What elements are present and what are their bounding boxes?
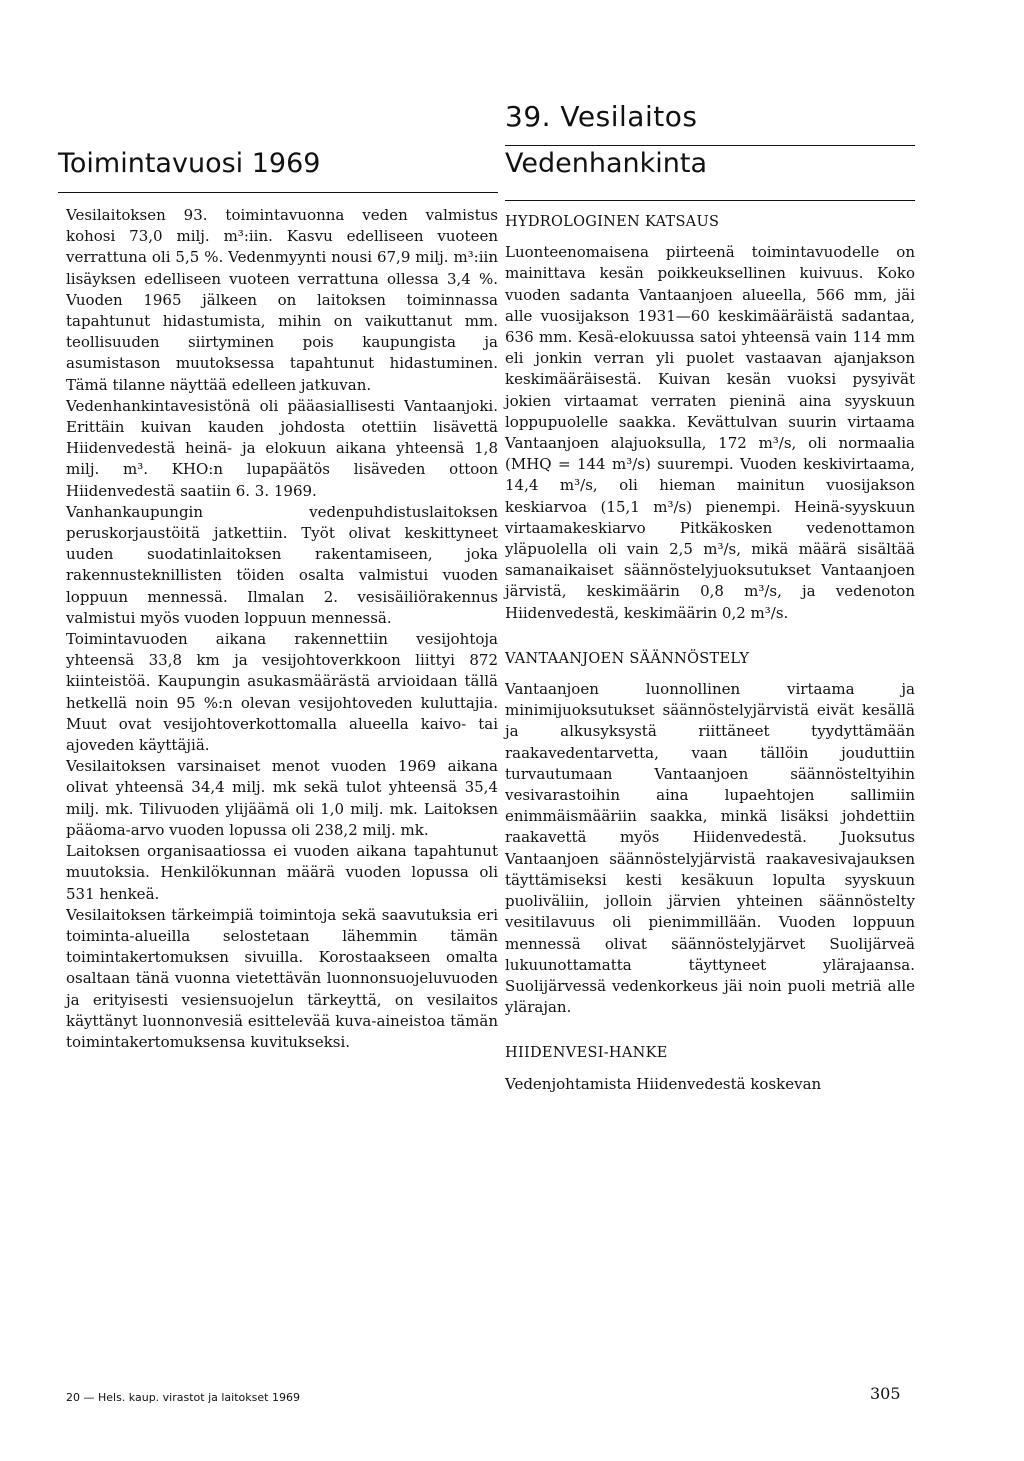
subsection-heading: HYDROLOGINEN KATSAUS: [505, 214, 720, 230]
right-section-heading: Vedenhankinta: [505, 148, 707, 179]
paragraph: Vedenhankintavesistönä oli pääasiallisesti Vantaanjoki. Erittäin kuivan kauden johdosta otettiin lisävettä Hiidenvedestä heinä- ja elokuun aikana yhteensä 1,8 milj. m³. KHO:n lupapäätös lisäveden ottoon Hiidenvedestä saatiin 6. 3. 1969.: [66, 396, 498, 500]
paragraph: Vedenjohtamista Hiidenvedestä koskevan: [505, 1074, 822, 1093]
page-number: 305: [870, 1384, 901, 1403]
paragraph: Vanhankaupungin vedenpuhdistuslaitoksen peruskorjaustöitä jatkettiin. Työt olivat keskittyneet uuden suodatinlaitoksen rakentamiseen, joka rakennusteknillisten töiden osalta valmistui vuoden loppuun mennessä. Ilmalan 2. vesisäiliörakennus valmistui myös vuoden loppuun mennessä.: [66, 502, 498, 627]
paragraph: Toimintavuoden aikana rakennettiin vesijohtoja yhteensä 33,8 km ja vesijohtoverkkoon liittyi 872 kiinteistöä. Kaupungin asukasmäärästä arvioidaan tällä hetkellä noin 95 %:n olevan vesijohtoveden kuluttajia. Muut ovat vesijohtoverkottomalla alueella kaivo- tai ajoveden käyttäjiä.: [66, 630, 498, 755]
right-column: [505, 212, 915, 1095]
right-top-rule: [505, 145, 915, 146]
paragraph: Luonteenomaisena piirteenä toimintavuodelle on mainittava kesän poikkeuksellinen kuivuus. Koko vuoden sadanta Vantaanjoen alueella, 566 mm, jäi alle vuosijakson 1931—60 keskimääräistä sadantaa, 636 mm. Kesä-elokuussa satoi yhteensä vain 114 mm eli jonkin verran yli puolet vastaavan ajanjakson keskimääräisestä. Kuivan kesän vuoksi pysyivät jokien virtaamat verraten pieninä aina syyskuun loppupuolelle saakka. Kevättulvan suurin virtaama Vantaanjoen alajuoksulla, 172 m³/s, oli normaalia (MHQ = 144 m³/s) suurempi. Vuoden keskivirtaama, 14,4 m³/s, oli hieman mainitun vuosijakson keskiarvoa (15,1 m³/s) pienempi. Heinä-syyskuun virtaamakeskiarvo Pitkäkosken vedenottamon yläpuolella oli vain 2,5 m³/s, mikä määrä sisältää samanaikaiset säännöstelyjuoksutukset Vantaanjoen järvistä, keskimäärin 0,8 m³/s, ja vedenoton Hiidenvedestä, keskimäärin 0,2 m³/s.: [505, 243, 915, 622]
left-section-heading: Toimintavuosi 1969: [58, 148, 321, 179]
left-heading-rule: [58, 192, 498, 193]
chapter-title: 39. Vesilaitos: [505, 100, 698, 133]
subsection-heading: HIIDENVESI-HANKE: [505, 1045, 668, 1062]
paragraph: Vesilaitoksen varsinaiset menot vuoden 1969 aikana olivat yhteensä 34,4 milj. mk sekä tulot yhteensä 35,4 milj. mk. Tilivuoden ylijäämä oli 1,0 milj. mk. Laitoksen pääoma-arvo vuoden lopussa oli 238,2 milj. mk.: [66, 757, 498, 839]
footer-source: 20 — Hels. kaup. virastot ja laitokset 1969: [66, 1391, 300, 1404]
paragraph: Vesilaitoksen tärkeimpiä toimintoja sekä saavutuksia eri toiminta-alueilla selostetaan lähemmin tämän toimintakertomuksen sivuilla. Korostaakseen omalta osaltaan tänä vuonna vietettävän luonnonsuojeluvuoden ja erityisesti vesiensuojelun tärkeyttä, on vesilaitos käyttänyt luonnonvesiä esittelevää kuva-aineistoa tämän toimintakertomuksensa kuvitukseksi.: [66, 905, 498, 1051]
paragraph: Laitoksen organisaatiossa ei vuoden aikana tapahtunut muutoksia. Henkilökunnan määrä vuoden lopussa oli 531 henkeä.: [66, 842, 498, 903]
left-column: [66, 205, 498, 1053]
paragraph: Vesilaitoksen 93. toimintavuonna veden valmistus kohosi 73,0 milj. m³:iin. Kasvu edelliseen vuoteen verrattuna oli 5,5 %. Vedenmyynti nousi 67,9 milj. m³:iin lisäyksen edelliseen vuoteen verrattuna ollessa 3,4 %. Vuoden 1965 jälkeen on laitoksen toiminnassa tapahtunut hidastumista, mihin on vaikuttanut mm. teollisuuden siirtyminen pois kaupungista ja asumistason muutoksessa tapahtunut hidastuminen. Tämä tilanne näyttää edelleen jatkuvan.: [66, 206, 498, 394]
subsection-heading: VANTAANJOEN SÄÄNNÖSTELY: [505, 650, 750, 667]
right-heading-rule: [505, 200, 915, 201]
paragraph: Vantaanjoen luonnollinen virtaama ja minimijuoksutukset säännöstelyjärvistä eivät kesällä ja alkusyksystä riittäneet tyydyttämään raakavedentarvetta, vaan tällöin jouduttiin turvautumaan Vantaanjoen säännösteltyihin vesivarastoihin aina lupaehtojen sallimiin enimmäismääriin saakka, minkä lisäksi johdettiin raakavettä myös Hiidenvedestä. Juoksutus Vantaanjoen säännöstelyjärvistä raakavesivajauksen täyttämiseksi kesti kesäkuun lopulta syyskuun puoliväliin, jolloin järvien yhteinen säännöstelty vesitilavuus oli pienimmillään. Vuoden loppuun mennessä olivat säännöstelyjärvet Suolijärveä lukuunottamatta täyttyneet ylärajaansa. Suolijärvessä vedenkorkeus jäi noin puoli metriä alle ylärajan.: [505, 680, 915, 1017]
